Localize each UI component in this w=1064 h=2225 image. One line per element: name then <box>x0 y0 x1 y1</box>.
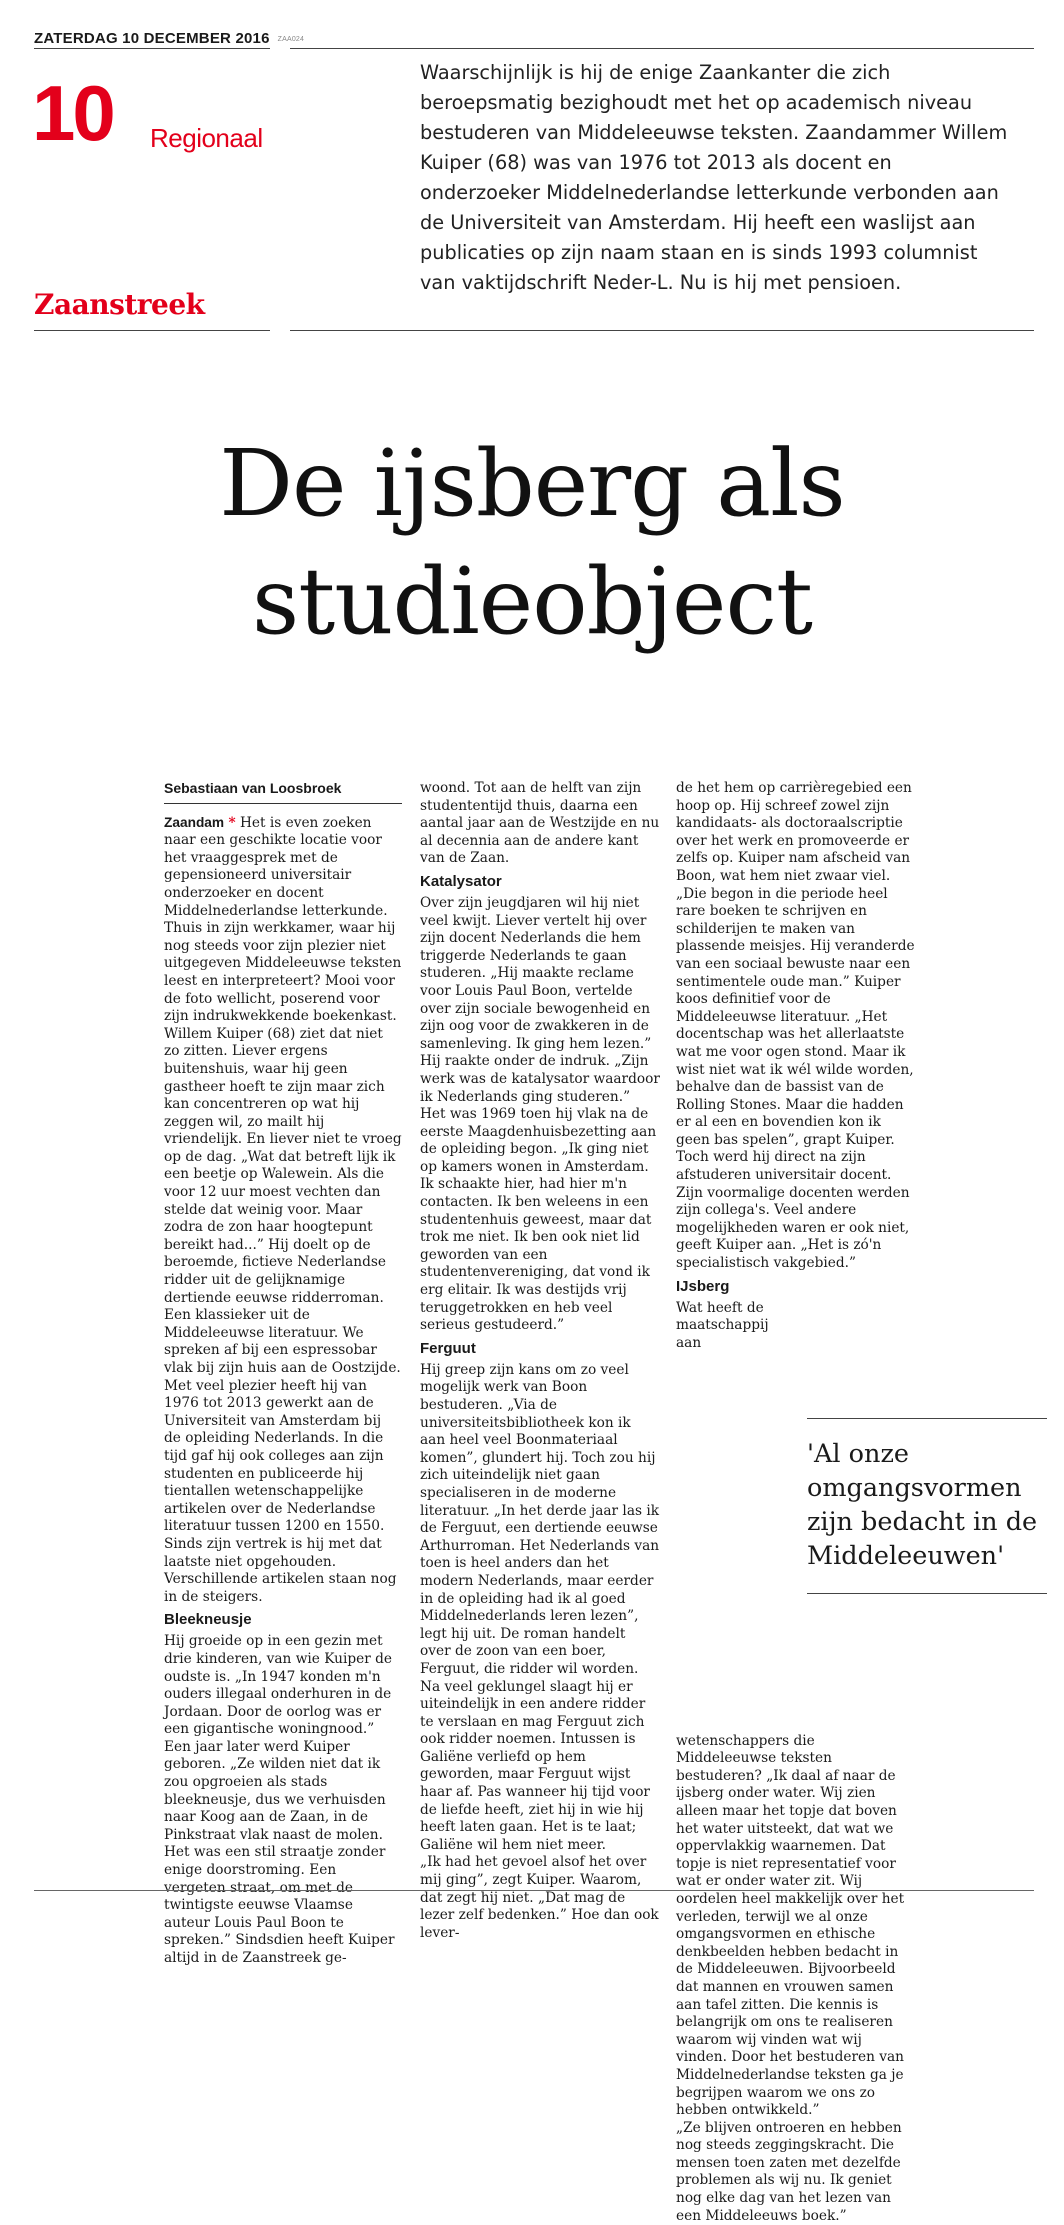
section-label: Regionaal <box>150 123 263 153</box>
paragraph: „Ze blijven ontroeren en hebben nog steeds zeggingskracht. Die mensen toen zaten met dezelfde problemen als wij nu. Ik geniet nog elke dag van het lezen van een Middeleeuws boek.” <box>676 2119 902 2224</box>
page-code: ZAA024 <box>277 35 305 43</box>
byline: Sebastiaan van Loosbroek <box>164 780 402 804</box>
paragraph: Over zijn jeugdjaren wil hij niet veel kwijt. Liever vertelt hij over zijn docent Nederlands die hem triggerde Nederlands te gaan studeren. „Hij maakte reclame voor Louis Paul Boon, vertelde over zijn sociale bewogenheid en zijn oog voor de zwakkeren in de samenleving. Ik ging hem lezen.” Hij raakte onder de indruk. „Zijn werk was de katalysator waardoor ik Nederlands ging studeren.” <box>420 894 660 1105</box>
paragraph: de het hem op carrièregebied een hoop op. Hij schreef zowel zijn kandidaats- als doctoraalscriptie over het werk en promoveerde er zelfs op. Kuiper nam afscheid van Boon, wat hem niet zwaar viel. „Die begon in die periode heel rare boeken te schrijven en schilderijen te maken van plassende meisjes. Hij veranderde van een sociaal bewuste naar een sentimentele oude man.” Kuiper koos definitief voor de Middeleeuwse literatuur. „Het docentschap was het allerlaatste wat me voor ogen stond. Maar ik wist niet wat ik wél wilde worden, behalve dan de bassist van de Rolling Stones. Maar die hadden er al een en bovendien kon ik geen bas spelen”, grapt Kuiper. Toch werd hij direct na zijn afstuderen universitair docent. Zijn voormalige docenten werden zijn collega's. Veel andere mogelijkheden waren er ook niet, geeft Kuiper aan. „Het is zó'n specialistisch vakgebied.” <box>676 780 915 1272</box>
paragraph: Hij greep zijn kans om zo veel mogelijk werk van Boon bestuderen. „Via de universiteitsbibliotheek kon ik aan heel veel Boonmateriaal komen”, glundert hij. Toch zou hij zich uiteindelijk niet gaan specialiseren in de moderne literatuur. „In het derde jaar las ik de Ferguut, een dertiende eeuwse Arthurroman. Het Nederlands van toen is heel anders dan het modern Nederlands, maar eerder in de opleiding had ik al goed Middelnederlands leren lezen”, legt hij uit. De roman handelt over de zoon van een boer, Ferguut, die ridder wil worden. Na veel geklungel slaagt hij er uiteindelijk in een andere ridder te verslaan en mag Ferguut zich ook ridder noemen. Intussen is Galiëne verliefd op hem geworden, maar Ferguut wijst haar af. Pas wanneer hij tijd voor de liefde heeft, ziet hij in wie hij heeft laten gaan. Het is te laat; Galiëne wil hem niet meer. <box>420 1361 660 1853</box>
page-number: 10 <box>32 69 113 157</box>
paragraph: Hij groeide op in een gezin met drie kinderen, van wie Kuiper de oudste is. „In 1947 konden m'n ouders illegaal onderhuren in de Jordaan. Door de oorlog was er een gigantische woningnood.” Een jaar later werd Kuiper geboren. „Ze wilden niet dat ik zou opgroeien als stads bleekneusje, dus we verhuisden naar Koog aan de Zaan, in de Pinkstraat vlak naast de molen. Het was een stil straatje zonder enige doorstroming. Een vergeten straat, om met de twintigste eeuwse Vlaamse auteur Louis Paul Boon te spreken.” Sindsdien heeft Kuiper altijd in de Zaanstreek ge- <box>164 1633 395 1966</box>
top-left-rule <box>34 48 270 49</box>
top-right-rule <box>290 48 1034 49</box>
paragraph: Met veel plezier heeft hij van 1976 tot 2013 gewerkt aan de Universiteit van Amsterdam bij de opleiding Nederlands. In die tijd gaf hij ook colleges aan zijn studenten en publiceerde hij tientallen wetenschappelijke artikelen over de Nederlandse literatuur tussen 1200 en 1550. Sinds zijn vertrek is hij met dat laatste niet opgehouden. Verschillende artikelen staan nog in de steigers. <box>164 1377 397 1605</box>
paragraph: „Ik had het gevoel alsof het over mij ging”, zegt Kuiper. Waarom, dat zegt hij niet. „Dat mag de lezer zelf bedenken.” Hoe dan ook lever- <box>420 1854 659 1941</box>
headline-line-1: De ijsberg als <box>219 430 845 537</box>
bottom-rule <box>34 1890 1034 1891</box>
subheading: Ferguut <box>420 1339 476 1357</box>
intro-text: Waarschijnlijk is hij de enige Zaankanter die zich beroepsmatig bezighoudt met het op academisch niveau bestuderen van Middeleeuwse teksten. Zaandammer Willem Kuiper (68) was van 1976 tot 2013 als docent en onderzoeker Middelnederlandse letterkunde verbonden aan de Universiteit van Amsterdam. Hij heeft een waslijst aan publicaties op zijn naam staan en is sinds 1993 columnist van vaktijdschrift Neder-L. Nu is hij met pensioen. <box>420 61 1008 294</box>
paragraph: Zaandam * Het is even zoeken naar een geschikte locatie voor het vraaggesprek met de gepensioneerd universitair onderzoeker en docent Middelnederlandse letterkunde. Thuis in zijn werkkamer, waar hij nog steeds voor zijn plezier niet uitgegeven Middeleeuwse teksten leest en interpreteert? Mooi voor de foto wellicht, poserend voor zijn indrukwekkende boekenkast. <box>164 814 402 1025</box>
paragraph: woond. Tot aan de helft van zijn studententijd thuis, daarna een aantal jaar aan de Westzijde en nu al decennia aan de andere kant van de Zaan. <box>420 780 660 867</box>
paragraph: Wat heeft de maatschappij aan wetenschappers die Middeleeuwse teksten bestuderen? „Ik daal af naar de ijsberg onder water. Wij zien alleen maar het topje dat boven het water uitsteekt, dat wat we oppervlakkig waarnemen. Dat topje is niet representatief voor wat er onder water zit. Wij oordelen heel makkelijk over het verleden, terwijl we al onze omgangsvormen en ethische denkbeelden hebben bedacht in de Middeleeuwen. Bijvoorbeeld dat mannen en vrouwen samen aan tafel zitten. Die kennis is belangrijk om ons te realiseren waarom wij vinden wat wij vinden. Door het bestuderen van Middelnederlandse teksten ga je begrijpen waarom we ons zo hebben ontwikkeld.” <box>676 1300 916 2120</box>
region-label: Zaanstreek <box>34 288 205 321</box>
subheading: Katalysator <box>420 872 502 890</box>
subheading: IJsberg <box>676 1277 730 1295</box>
dateline: ZATERDAG 10 DECEMBER 2016 ZAA024 <box>34 30 305 47</box>
asterisk-icon: * <box>228 814 236 831</box>
paragraph: Willem Kuiper (68) ziet dat niet zo zitten. Liever ergens buitenshuis, waar hij geen gastheer hoeft te zijn maar zich kan concentreren op wat hij zeggen wil, zo mailt hij vriendelijk. En liever niet te vroeg op de dag. „Wat dat betreft lijk ik een beetje op Walewein. Als die voor 12 uur moest vechten dan stelde dat weinig voor. Maar zodra de zon haar hoogtepunt bereikt had...” Hij doelt op de beroemde, fictieve Nederlandse ridder uit de gelijknamige dertiende eeuwse ridderroman. Een klassieker uit de Middeleeuwse literatuur. We spreken af bij een espressobar vlak bij zijn huis aan de Oostzijde. <box>164 1025 402 1376</box>
mid-left-rule <box>34 330 270 331</box>
headline-line-2: studieobject <box>252 548 812 655</box>
paragraph: Het was 1969 toen hij vlak na de eerste Maagdenhuisbezetting aan de opleiding begon. „Ik ging niet op kamers wonen in Amsterdam. Ik schaakte hier, had hier m'n contacten. Ik ben weleens in een studentenhuis geweest, maar dat trok me niet. Ik ben ook niet lid geworden van een studentenvereniging, dat vond ik erg elitair. Ik was destijds vrij teruggetrokken en heb veel serieus gestudeerd.” <box>420 1106 657 1334</box>
article-column-2 <box>420 780 660 1942</box>
article-column-1 <box>164 780 402 1968</box>
mid-right-rule <box>290 330 1034 331</box>
subheading: Bleekneusje <box>164 1611 252 1629</box>
dateline-place: Zaandam <box>164 814 225 830</box>
pull-quote: 'Al onze omgangsvormen zijn bedacht in de Middeleeuwen' <box>807 1418 1047 1594</box>
headline <box>0 425 1064 661</box>
